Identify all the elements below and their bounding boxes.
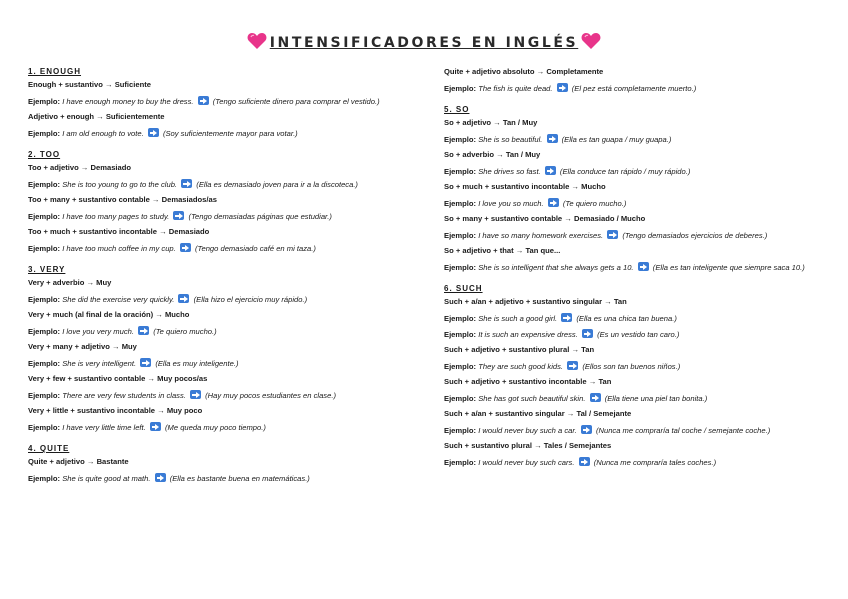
arrow-right-icon — [181, 179, 192, 188]
arrow-right-icon — [607, 230, 618, 239]
example-spanish: (Tengo suficiente dinero para comprar el vestido.) — [212, 97, 380, 106]
example — [444, 230, 826, 241]
example — [444, 313, 826, 324]
grammar-rule: Such + adjetivo + sustantivo plural → Tan — [444, 345, 595, 354]
example — [444, 83, 826, 94]
grammar-rule: Very + much (al final de la oración) → Mucho — [28, 310, 190, 319]
example-label: Ejemplo: — [444, 330, 477, 339]
example-label: Ejemplo: — [28, 327, 61, 336]
grammar-rule: Quite + adjetivo absoluto → Completamente — [444, 67, 604, 76]
example-english: She did the exercise very quickly. — [62, 295, 175, 304]
example — [28, 179, 418, 190]
grammar-rule: Such + a/an + sustantivo singular → Tal / Semejante — [444, 409, 632, 418]
example-spanish: (Ella es demasiado joven para ir a la discoteca.) — [196, 180, 358, 189]
example-label: Ejemplo: — [28, 212, 61, 221]
example-spanish: (Te quiero mucho.) — [153, 327, 217, 336]
section-heading: 6. SUCH — [444, 284, 483, 293]
example-spanish: (Ella es una chica tan buena.) — [576, 314, 677, 323]
example-english: They are such good kids. — [478, 362, 564, 371]
example-spanish: (Ella tiene una piel tan bonita.) — [604, 394, 708, 403]
arrow-right-icon — [140, 358, 151, 367]
example-english: The fish is quite dead. — [478, 84, 553, 93]
example-spanish: (Hay muy pocos estudiantes en clase.) — [205, 391, 336, 400]
section-heading: 3. VERY — [28, 265, 66, 274]
example-label: Ejemplo: — [28, 244, 61, 253]
example-spanish: (Nunca me compraría tal coche / semejante coche.) — [595, 426, 771, 435]
grammar-rule: So + many + sustantivo contable → Demasiado / Mucho — [444, 214, 646, 223]
section-heading: 2. TOO — [28, 150, 61, 159]
example — [28, 473, 418, 484]
example-english: She is such a good girl. — [478, 314, 558, 323]
grammar-rule: Too + adjetivo → Demasiado — [28, 163, 132, 172]
right-column — [444, 67, 826, 479]
example-label: Ejemplo: — [28, 359, 61, 368]
arrow-right-icon — [155, 473, 166, 482]
grammar-rule: Quite + adjetivo → Bastante — [28, 457, 129, 466]
example-label: Ejemplo: — [28, 129, 61, 138]
example — [444, 166, 826, 177]
example — [444, 198, 826, 209]
left-column — [28, 67, 418, 495]
page-title-text: INTENSIFICADORES EN INGLÉS — [269, 35, 579, 51]
example — [28, 326, 418, 337]
example-label: Ejemplo: — [28, 295, 61, 304]
arrow-right-icon — [548, 198, 559, 207]
section-4-quite — [28, 444, 418, 484]
arrow-right-icon — [178, 294, 189, 303]
arrow-right-icon — [150, 422, 161, 431]
arrow-right-icon — [590, 393, 601, 402]
grammar-rule: So + adjetivo → Tan / Muy — [444, 118, 538, 127]
example-label: Ejemplo: — [444, 167, 477, 176]
example — [28, 243, 418, 254]
section-3-very — [28, 265, 418, 433]
example-english: I love you so much. — [478, 199, 544, 208]
section-5-so — [444, 105, 826, 273]
example — [444, 457, 826, 468]
example — [28, 128, 418, 139]
example-spanish: (Ellos son tan buenos niños.) — [582, 362, 681, 371]
example-spanish: (Te quiero mucho.) — [562, 199, 627, 208]
example-spanish: (Tengo demasiadas páginas que estudiar.) — [188, 212, 332, 221]
example-english: She has got such beautiful skin. — [478, 394, 586, 403]
example — [28, 211, 418, 222]
example-label: Ejemplo: — [444, 199, 477, 208]
example-spanish: (Es un vestido tan caro.) — [597, 330, 680, 339]
example-label: Ejemplo: — [28, 391, 61, 400]
grammar-rule: Adjetivo + enough → Suficientemente — [28, 112, 165, 121]
page-title — [0, 32, 848, 54]
example-spanish: (Nunca me compraría tales coches.) — [593, 458, 717, 467]
example-english: She is so intelligent that she always gets a 10. — [478, 263, 634, 272]
arrow-right-icon — [190, 390, 201, 399]
arrow-right-icon — [582, 329, 593, 338]
example-label: Ejemplo: — [28, 474, 61, 483]
section-heading: 1. ENOUGH — [28, 67, 82, 76]
heart-icon — [581, 32, 601, 54]
example-spanish: (Ella conduce tan rápido / muy rápido.) — [559, 167, 691, 176]
example — [28, 390, 418, 401]
grammar-rule: So + much + sustantivo incontable → Mucho — [444, 182, 606, 191]
grammar-rule: Enough + sustantivo → Suficiente — [28, 80, 151, 89]
example-label: Ejemplo: — [444, 231, 477, 240]
example-spanish: (El pez está completamente muerto.) — [571, 84, 697, 93]
example-english: She is quite good at math. — [62, 474, 151, 483]
example-spanish: (Ella hizo el ejercicio muy rápido.) — [193, 295, 308, 304]
arrow-right-icon — [579, 457, 590, 466]
section-6-such — [444, 284, 826, 468]
example-label: Ejemplo: — [28, 423, 61, 432]
arrow-right-icon — [581, 425, 592, 434]
example-label: Ejemplo: — [444, 84, 477, 93]
arrow-right-icon — [638, 262, 649, 271]
arrow-right-icon — [561, 313, 572, 322]
arrow-right-icon — [138, 326, 149, 335]
arrow-right-icon — [180, 243, 191, 252]
example — [444, 262, 826, 273]
section-heading: 5. SO — [444, 105, 470, 114]
example — [444, 329, 826, 340]
example-spanish: (Soy suficientemente mayor para votar.) — [162, 129, 298, 138]
example-spanish: (Ella es bastante buena en matemáticas.) — [169, 474, 310, 483]
example-label: Ejemplo: — [444, 394, 477, 403]
grammar-rule: Too + much + sustantivo incontable → Demasiado — [28, 227, 210, 236]
example-label: Ejemplo: — [444, 362, 477, 371]
example-label: Ejemplo: — [28, 97, 61, 106]
example — [28, 358, 418, 369]
example — [444, 425, 826, 436]
example-label: Ejemplo: — [444, 135, 477, 144]
example-spanish: (Tengo demasiado café en mi taza.) — [195, 244, 316, 253]
example — [444, 361, 826, 372]
example-spanish: (Tengo demasiados ejercicios de deberes.) — [622, 231, 768, 240]
grammar-rule: Very + many + adjetivo → Muy — [28, 342, 137, 351]
arrow-right-icon — [173, 211, 184, 220]
example-english: I have enough money to buy the dress. — [62, 97, 194, 106]
example-spanish: (Ella es tan inteligente que siempre saca 10.) — [652, 263, 805, 272]
arrow-right-icon — [557, 83, 568, 92]
example — [444, 134, 826, 145]
grammar-rule: So + adverbio → Tan / Muy — [444, 150, 541, 159]
grammar-rule: Very + adverbio → Muy — [28, 278, 112, 287]
example-english: I have very little time left. — [62, 423, 146, 432]
arrow-right-icon — [547, 134, 558, 143]
grammar-rule: Very + little + sustantivo incontable → Muy poco — [28, 406, 203, 415]
arrow-right-icon — [567, 361, 578, 370]
example-label: Ejemplo: — [444, 426, 477, 435]
example-english: I have so many homework exercises. — [478, 231, 604, 240]
example-label: Ejemplo: — [444, 314, 477, 323]
example-spanish: (Me queda muy poco tiempo.) — [165, 423, 266, 432]
section-1-enough — [28, 67, 418, 139]
example-english: It is such an expensive dress. — [478, 330, 578, 339]
example-english: There are very few students in class. — [62, 391, 186, 400]
example-english: I have too many pages to study. — [62, 212, 170, 221]
section-continued — [444, 67, 826, 94]
example-english: She is so beautiful. — [478, 135, 543, 144]
grammar-rule: Very + few + sustantivo contable → Muy pocos/as — [28, 374, 208, 383]
example — [28, 96, 418, 107]
grammar-rule: Such + sustantivo plural → Tales / Semejantes — [444, 441, 612, 450]
grammar-rule: Such + a/an + adjetivo + sustantivo singular → Tan — [444, 297, 627, 306]
arrow-right-icon — [198, 96, 209, 105]
example-english: I would never buy such cars. — [478, 458, 575, 467]
arrow-right-icon — [148, 128, 159, 137]
arrow-right-icon — [545, 166, 556, 175]
example-english: She is very intelligent. — [62, 359, 137, 368]
example-english: I love you very much. — [62, 327, 134, 336]
example-english: She is too young to go to the club. — [62, 180, 178, 189]
grammar-rule: So + adjetivo + that → Tan que... — [444, 246, 561, 255]
example — [28, 422, 418, 433]
example-spanish: (Ella es tan guapa / muy guapa.) — [561, 135, 672, 144]
example-spanish: (Ella es muy inteligente.) — [155, 359, 239, 368]
example-english: She drives so fast. — [478, 167, 541, 176]
example — [28, 294, 418, 305]
example-label: Ejemplo: — [444, 458, 477, 467]
grammar-rule: Such + adjetivo + sustantivo incontable → Tan — [444, 377, 612, 386]
example-label: Ejemplo: — [444, 263, 477, 272]
grammar-rule: Too + many + sustantivo contable → Demasiados/as — [28, 195, 217, 204]
example-english: I would never buy such a car. — [478, 426, 577, 435]
section-heading: 4. QUITE — [28, 444, 70, 453]
section-2-too — [28, 150, 418, 254]
example — [444, 393, 826, 404]
example-label: Ejemplo: — [28, 180, 61, 189]
example-english: I have too much coffee in my cup. — [62, 244, 176, 253]
heart-icon — [247, 32, 267, 54]
example-english: I am old enough to vote. — [62, 129, 144, 138]
